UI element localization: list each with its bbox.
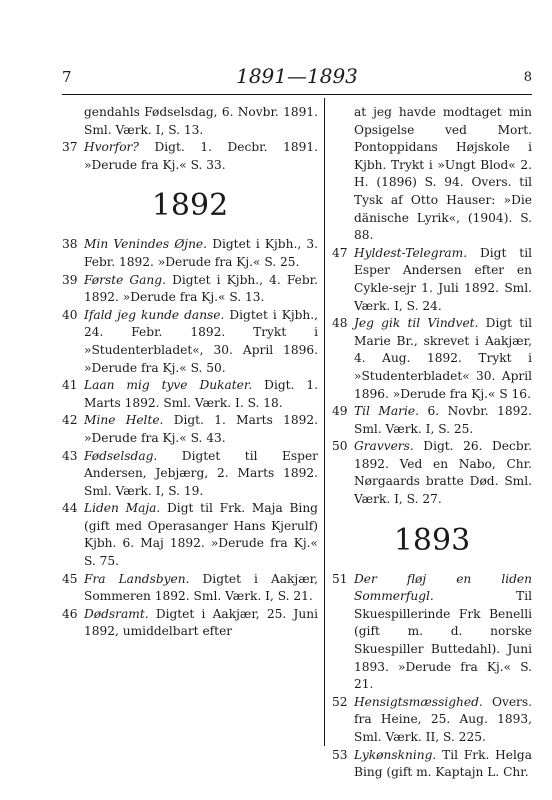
- entry-number: 50: [332, 439, 348, 454]
- entry-details: Digt. 1. Marts 1892. Sml. Værk. I. S. 18.: [84, 378, 318, 410]
- bibliography-entry: [332, 315, 532, 403]
- entry-list: [332, 571, 532, 782]
- entry-number: 51: [332, 571, 348, 586]
- entry-number: 46: [62, 606, 78, 621]
- entry-list: [62, 139, 318, 174]
- bibliography-entry: [332, 403, 532, 438]
- entry-details: Digtet til Esper Andersen, Jebjærg, 2. Marts 1892. Sml. Værk. I, S. 19.: [84, 448, 318, 498]
- continuation-text: gendahls Fødselsdag, 6. Novbr. 1891. Sml. Værk. I, S. 13.: [84, 105, 318, 137]
- header-rule: [62, 94, 532, 95]
- entry-title: Dødsramt.: [84, 606, 149, 621]
- left-column: [62, 104, 318, 641]
- entry-details: 6. Novbr. 1892. Sml. Værk. I, S. 25.: [354, 404, 532, 436]
- running-head: 1891—1893: [236, 64, 358, 88]
- entry-title: Hensigtsmæssighed.: [354, 694, 483, 709]
- entry-title: Mine Helte.: [84, 413, 164, 428]
- entry-number: 47: [332, 245, 348, 260]
- entry-title: Hyldest-Telegram.: [354, 245, 468, 260]
- entry-details: Digtet i Kjbh., 24. Febr. 1892. Trykt i »Studenterbladet«, 30. April 1896. »Derude fra Kj.« S. 50.: [84, 307, 318, 375]
- entry-details: Digt til Frk. Maja Bing (gift med Operasanger Hans Kjerulf) Kjbh. 6. Maj 1892. »Derude fra Kj.« S. 75.: [84, 501, 318, 569]
- entry-title: Min Venindes Øjne.: [84, 237, 208, 252]
- entry-number: 53: [332, 747, 348, 762]
- bibliography-entry: [62, 500, 318, 570]
- entry-title: Ifald jeg kunde danse.: [84, 307, 225, 322]
- bibliography-entry: [62, 377, 318, 412]
- bibliography-entry: [62, 272, 318, 307]
- entry-details: Digt. 26. Decbr. 1892. Ved en Nabo, Chr. Nørgaards bratte Død. Sml. Værk. I, S. 27.: [354, 439, 532, 507]
- entry-details: Digt. 1. Decbr. 1891. »Derude fra Kj.« S. 33.: [84, 140, 318, 172]
- entry-number: 37: [62, 140, 78, 155]
- entry-title: Gravvers.: [354, 439, 414, 454]
- entry-details: Digt. 1. Marts 1892. »Derude fra Kj.« S. 43.: [84, 413, 318, 445]
- entry-details: Digtet i Aakjær, 25. Juni 1892, umiddelbart efter: [84, 606, 318, 639]
- bibliography-entry: [332, 438, 532, 508]
- entry-details: Digtet i Kjbh., 3. Febr. 1892. »Derude fra Kj.« S. 25.: [84, 237, 318, 269]
- entry-number: 43: [62, 448, 78, 463]
- bibliography-entry: [332, 747, 532, 782]
- entry-title: Liden Maja.: [84, 501, 161, 516]
- entry-details: Overs. fra Heine, 25. Aug. 1893, Sml. Værk. II, S. 225.: [354, 694, 532, 744]
- entry-title: Laan mig tyve Dukater.: [84, 378, 253, 393]
- entry-details: Til Skuespillerinde Frk Benelli (gift m. d. norske Skuespiller Buttedahl). Juni 1893. »Derude fra Kj.« S. 21.: [354, 589, 532, 692]
- right-page-number: 8: [523, 70, 532, 85]
- year-heading: 1892: [151, 188, 229, 224]
- entry-list: [62, 236, 318, 641]
- entry-number: 44: [62, 501, 78, 516]
- entry-number: 39: [62, 272, 78, 287]
- left-page-number: 7: [62, 68, 72, 86]
- entry-title: Til Marie.: [354, 404, 419, 419]
- entry-title: Fødselsdag.: [84, 448, 158, 463]
- page-header: [62, 64, 532, 92]
- bibliography-entry: [62, 606, 318, 641]
- entry-details: Digt til Esper Andersen efter en Cykle-sejr 1. Juli 1892. Sml. Værk. I, S. 24.: [354, 245, 532, 313]
- bibliography-entry: [62, 571, 318, 606]
- column-divider: [324, 98, 325, 746]
- entry-details: Til Frk. Helga Bing (gift m. Kaptajn L. Chr.: [354, 747, 532, 780]
- entry-title: Der fløj en liden Sommerfugl.: [354, 571, 532, 604]
- bibliography-entry: [62, 448, 318, 501]
- entry-title: Jeg gik til Vindvet.: [354, 316, 479, 331]
- bibliography-entry: [62, 307, 318, 377]
- continuation-text: at jeg havde modtaget min Opsigelse ved Mort. Pontoppidans Højskole i Kjbh. Trykt i »Ungt Blod« 2. H. (1896) S. 94. Overs. til Tysk af Otto Hauser: »Die dänische Lyrik«, (1904). S. 88.: [354, 105, 532, 243]
- bibliography-entry: [332, 571, 532, 694]
- entry-number: 49: [332, 404, 348, 419]
- bibliography-entry: [62, 139, 318, 174]
- entry-details: Digt til Marie Br., skrevet i Aakjær, 4. Aug. 1892. Trykt i »Studenterbladet« 30. April 1896. »Derude fra Kj.« S 16.: [354, 316, 532, 401]
- entry-number: 38: [62, 237, 78, 252]
- entry-number: 42: [62, 413, 78, 428]
- bibliography-entry: [62, 236, 318, 271]
- year-heading: 1893: [393, 522, 471, 558]
- right-column: [332, 104, 532, 782]
- entry-number: 40: [62, 307, 78, 322]
- entry-title: Fra Landsbyen.: [84, 571, 190, 586]
- entry-title: Første Gang.: [84, 272, 166, 287]
- bibliography-entry: [332, 245, 532, 315]
- bibliography-entry: [62, 412, 318, 447]
- bibliography-entry: [332, 694, 532, 747]
- entry-number: 48: [332, 316, 348, 331]
- entry-title: Hvorfor?: [84, 140, 139, 155]
- entry-list: [332, 245, 532, 509]
- entry-details: Digtet i Kjbh., 4. Febr. 1892. »Derude fra Kj.« S. 13.: [84, 272, 319, 305]
- entry-number: 52: [332, 694, 348, 709]
- entry-details: Digtet i Aakjær, Sommeren 1892. Sml. Værk. I, S. 21.: [84, 571, 319, 604]
- entry-title: Lykønskning.: [354, 747, 437, 762]
- entry-number: 45: [62, 571, 78, 586]
- entry-number: 41: [62, 378, 78, 393]
